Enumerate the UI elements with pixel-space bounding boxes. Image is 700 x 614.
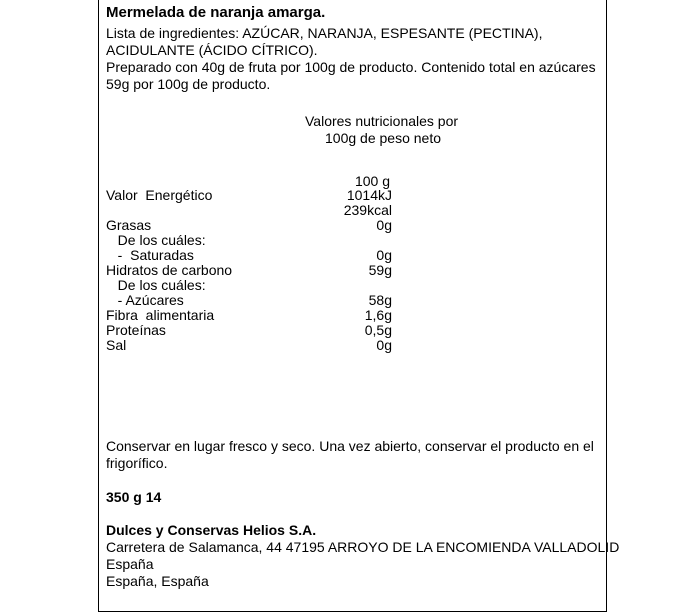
nutrition-row-value: 58g <box>368 292 392 308</box>
nutrition-row-label: - Azúcares <box>106 292 184 308</box>
nutrition-row-label: Valor Energético <box>106 187 213 203</box>
ingredients-line-1: Lista de ingredientes: AZÚCAR, NARANJA, ESPESANTE (PECTINA), <box>106 25 543 41</box>
manufacturer-country: España <box>106 556 154 572</box>
nutrition-column-header: 100 g <box>354 173 390 189</box>
net-weight: 350 g 14 <box>106 489 162 505</box>
nutrition-row-value: 0g <box>376 337 392 353</box>
nutrition-row-label: Sal <box>106 337 127 353</box>
storage-line-1: Conservar en lugar fresco y seco. Una vez abierto, conservar el producto en el <box>106 438 594 454</box>
product-title: Mermelada de naranja amarga. <box>106 4 326 21</box>
nutrition-row-value: 0g <box>376 247 392 263</box>
nutrition-row-value: 59g <box>368 262 392 278</box>
nutrition-row-label: De los cuáles: <box>106 232 206 248</box>
manufacturer-name: Dulces y Conservas Helios S.A. <box>106 522 317 538</box>
manufacturer-address: Carretera de Salamanca, 44 47195 ARROYO DE LA ENCOMIENDA VALLADOLID <box>106 539 620 555</box>
nutrition-row-value: 239kcal <box>343 202 392 218</box>
nutrition-row-value: 1,6g <box>364 307 392 323</box>
nutrition-row-label: Proteínas <box>106 322 166 338</box>
preparation-line-2: 59g por 100g de producto. <box>106 76 271 92</box>
nutrition-row-value: 0,5g <box>364 322 392 338</box>
nutrition-header-line-1: Valores nutricionales por <box>305 113 459 129</box>
nutrition-header-line-2: 100g de peso neto <box>325 130 441 146</box>
preparation-line-1: Preparado con 40g de fruta por 100g de producto. Contenido total en azúcares <box>106 59 596 75</box>
storage-line-2: frigorífico. <box>106 455 168 471</box>
nutrition-row-label: Grasas <box>106 217 152 233</box>
nutrition-row-value: 1014kJ <box>346 187 392 203</box>
manufacturer-origin: España, España <box>106 573 209 589</box>
nutrition-row-label: Hidratos de carbono <box>106 262 233 278</box>
ingredients-line-2: ACIDULANTE (ÁCIDO CÍTRICO). <box>106 42 318 58</box>
nutrition-row-label: Fibra alimentaria <box>106 307 215 323</box>
nutrition-row-label: - Saturadas <box>106 247 194 263</box>
nutrition-row-label: De los cuáles: <box>106 277 206 293</box>
nutrition-row-value: 0g <box>376 217 392 233</box>
